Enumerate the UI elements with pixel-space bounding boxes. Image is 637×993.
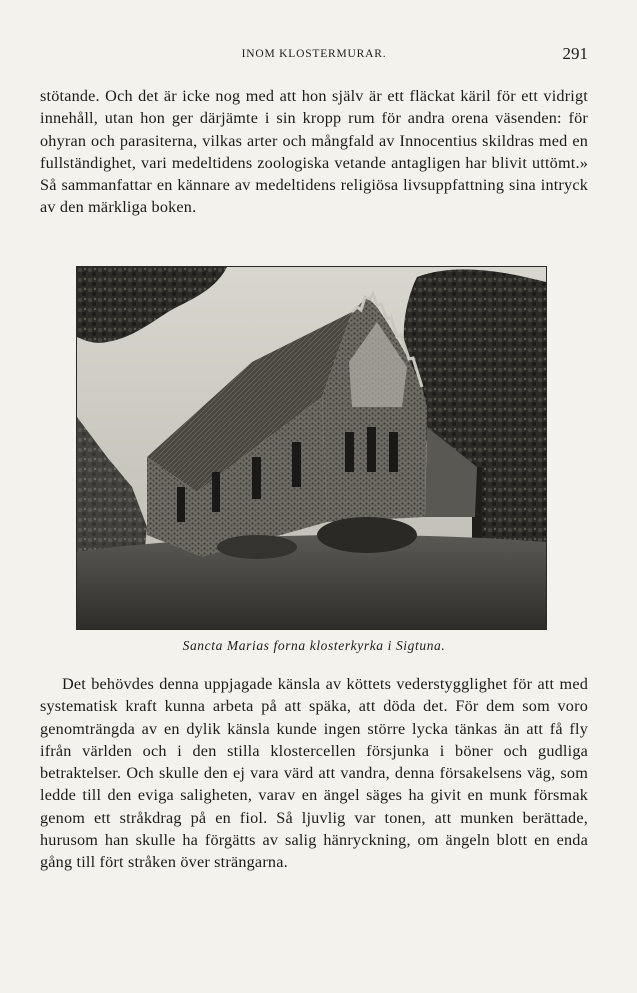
church-photograph (76, 266, 547, 630)
figure-caption: Sancta Marias forna klosterkyrka i Sigtuna. (182, 638, 446, 653)
church-photo-illustration (77, 267, 546, 629)
paragraph-continued (40, 85, 588, 219)
page-number: 291 (562, 44, 588, 63)
running-title: INOM KLOSTERMURAR. (241, 48, 387, 60)
paragraph (40, 673, 588, 874)
paragraph-text: Det behövdes denna uppjagade känsla av köttets vederstygglighet för att med systematisk kraft kunna arbeta på att späka, att döda det. För dem som voro genomträngda av en dylik känsla kunde ingen större lycka tänkas än att få fly ifrån världen och i den stilla klostercellen försjunka i böner och gudliga betraktelser. Och skulle den ej vara värd att vandra, denna försakelsens väg, som ledde till den eviga saligheten, varav en ängel säges ha givit en munk försmak genom ett stråkdrag på en fiol. Så ljuvlig var tonen, att munken berättade, hurusom han skulle ha förgätts av salig hänryckning, om ängeln blott en enda gång till fört stråken över strängarna. (40, 675, 588, 872)
running-head (40, 44, 588, 68)
paragraph-text: stötande. Och det är icke nog med att hon själv är ett fläckat käril för ett vidrigt innehåll, utan hon ger därjämte i sin kropp rum för andra orena väsenden: för ohyran och parasiterna, vilkas arter och mångfald av Innocentius skildras med en fullständighet, vari medeltidens zoologiska vetande antagligen har blivit uttömt.» Så sammanfattar en kännare av medeltidens religiösa livsuppfattning sina intryck av den märkliga boken. (40, 87, 588, 217)
